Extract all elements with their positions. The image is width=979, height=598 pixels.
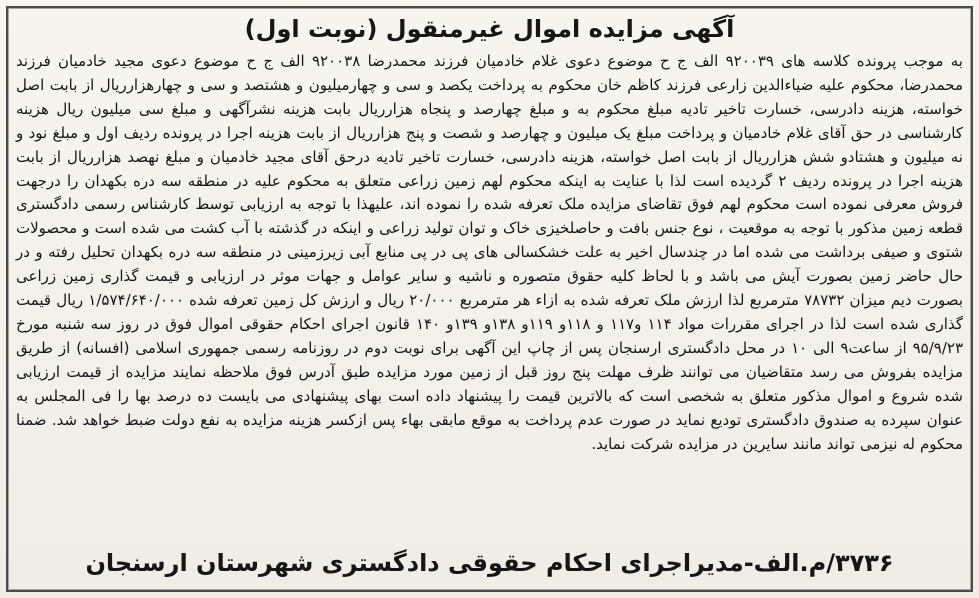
notice-title: آگهی مزایده اموال غیرمنقول (نوبت اول)	[244, 15, 735, 43]
notice-body: به موجب پرونده کلاسه های ۹۲۰۰۳۹ الف ج ح موضوع دعوی غلام خادمیان فرزند محمدرضا ۹۲۰۰۳۸ الف ج ح موضوع دعوی مجید خادمیان فرزند محمدرضا، محکوم علیه ضیاءالدین زارعی فرزند کاظم خان محکوم به پرداخت یکصد و سی و چهارمیلیون و هشتصد و سی و چهارهزارریال از بابت اصل خواسته، هزینه دادرسی، خسارت تاخیر تادیه مبلغ محکوم به و مبلغ چهارصد و پنجاه هزارریال بابت هزینه نشرآگهی و مبلغ سی میلیون ریال هزینه کارشناسی در حق آقای غلام خادمیان و پرداخت مبلغ یک میلیون و چهارصد و شصت و پنج هزارریال از بابت هزینه اجرا در پرونده ردیف اول و مبلغ نود و نه میلیون و هشتادو شش هزارریال از بابت اصل خواسته، هزینه دادرسی، خسارت تاخیر تادیه درحق آقای مجید خادمیان و مبلغ نهصد هزارریال از بابت هزینه اجرا در پرونده ردیف ۲ گردیده است لذا با عنایت به اینکه محکوم لهم زمین زراعی متعلق به محکوم علیه در منطقه سه دره بکهدان را درجهت فروش معرفی نموده است محکوم لهم فوق تقاضای مزایده ملک تعرفه شده را نموده اند، علیهذا با توجه به ارزیابی توسط کارشناس رسمی دادگستری قطعه زمین مذکور با توجه به موقعیت ، نوع جنس بافت و حاصلخیزی خاک و توان تولید زراعی و اینکه در گذشته با آب کشت می شده است و محصولات شتوی و صیفی برداشت می شده اما در چندسال اخیر به علت خشکسالی های پی در پی منابع آبی زیرزمینی در منطقه سه دره بکهدان تحلیل رفته و در حال حاضر زمین بصورت آیش می باشد و با لحاظ کلیه حقوق متصوره و ناشیه و سایر عوامل و جهات موثر در ارزیابی و قیمت گذاری زمین زراعی بصورت دیم میزان ۷۸۷۳۲ مترمربع لذا ارزش ملک تعرفه شده به ازاء هر مترمربع ۲۰/۰۰۰ ریال و ارزش کل زمین تعرفه شده ۱/۵۷۴/۶۴۰/۰۰۰ ریال قیمت گذاری شده است لذا در اجرای مقررات مواد ۱۱۴ و۱۱۷ و ۱۱۸و ۱۱۹و ۱۳۸و ۱۳۹و ۱۴۰ قانون اجرای احکام حقوقی اموال فوق در روز سه شنبه مورخ ۹۵/۹/۲۳ از ساعت۹ الی ۱۰ در محل دادگستری ارسنجان پس از چاپ این آگهی برای نوبت دوم در روزنامه رسمی جمهوری اسلامی (افسانه) از طریق مزایده بفروش می رسد متقاضیان می توانند ظرف مهلت پنج روز قبل از زمین مورد مزایده طبق آدرس فوق ملاحظه نمایند مزایده از قیمت ارزیابی شده شروع و اموال مذکور متعلق به شخصی است که بالاترین قیمت را پیشنهاد داده است بهای پیشنهادی می بایست ده درصد بها را فی المجلس به عنوان سپرده به صندوق دادگستری تودیع نماید در صورت عدم پرداخت به موقع مابقی بهاء پس ازکسر هزینه مزایده به نفع دولت ضبط خواهد شد. ضمنا محکوم له نیزمی تواند مانند سایرین در مزایده شرکت نماید.	[16, 52, 963, 453]
notice-footer-signature: ۳۷۳۶/م.الف-مدیراجرای احکام حقوقی دادگستری شهرستان ارسنجان	[85, 549, 894, 577]
notice-content	[16, 14, 963, 586]
